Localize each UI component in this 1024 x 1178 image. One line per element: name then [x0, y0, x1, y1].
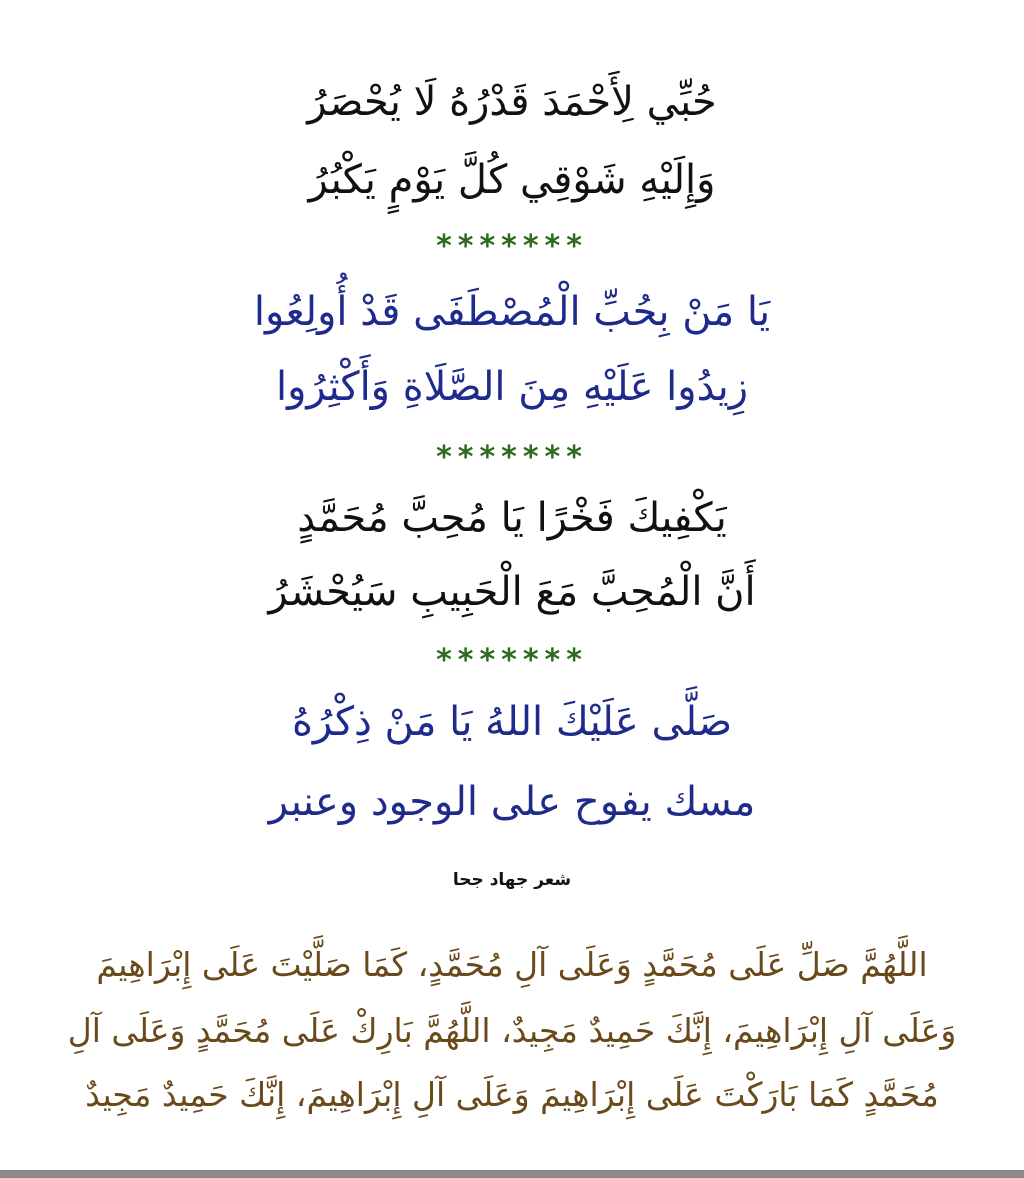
salawat-line2: وَعَلَى آلِ إِبْرَاهِيمَ، إِنَّكَ حَمِيدٌ مَجِيدٌ، اللَّهُمَّ بَارِكْ عَلَى مُحَمَّدٍ وَعَلَى آلِ: [67, 1011, 957, 1050]
stanza1-line2: وَإِلَيْهِ شَوْقِي كُلَّ يَوْمٍ يَكْبُرُ: [308, 157, 716, 203]
stanza3-line2: أَنَّ الْمُحِبَّ مَعَ الْحَبِيبِ سَيُحْشَرُ: [268, 569, 756, 615]
bottom-divider: [0, 1170, 1024, 1178]
star-separator-3: *******: [436, 643, 588, 678]
stanza2-line2: زِيدُوا عَلَيْهِ مِنَ الصَّلَاةِ وَأَكْثِرُوا: [275, 364, 749, 410]
stanza4-line2: مسك يفوح على الوجود وعنبر: [268, 779, 756, 825]
poem-credit: شعر جهاد جحا: [452, 870, 572, 890]
stanza1-line1: حُبِّي لِأَحْمَدَ قَدْرُهُ لَا يُحْصَرُ: [307, 79, 717, 125]
stanza3-line1: يَكْفِيكَ فَخْرًا يَا مُحِبَّ مُحَمَّدٍ: [297, 495, 727, 541]
star-separator-2: *******: [436, 440, 588, 475]
stanza4-line1: صَلَّى عَلَيْكَ اللهُ يَا مَنْ ذِكْرُهُ: [291, 699, 733, 745]
salawat-line3: مُحَمَّدٍ كَمَا بَارَكْتَ عَلَى إِبْرَاهِيمَ وَعَلَى آلِ إِبْرَاهِيمَ، إِنَّكَ حَمِيدٌ مَجِيدٌ: [85, 1075, 939, 1114]
stanza2-line1: يَا مَنْ بِحُبِّ الْمُصْطَفَى قَدْ أُولِعُوا: [253, 289, 771, 335]
salawat-line1: اللَّهُمَّ صَلِّ عَلَى مُحَمَّدٍ وَعَلَى آلِ مُحَمَّدٍ، كَمَا صَلَّيْتَ عَلَى إِبْرَاهِيمَ: [96, 945, 928, 984]
star-separator-1: *******: [436, 229, 588, 264]
